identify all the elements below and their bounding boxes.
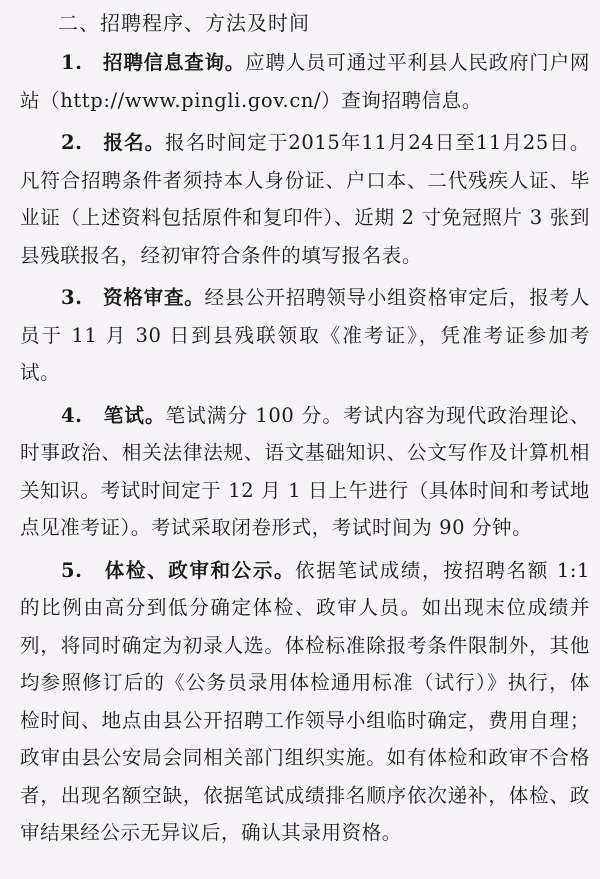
paragraph-body: 应聘人员可通过平利县人民政府门户网站（http://www.pingli.gov.cn/）查询招聘信息。 xyxy=(20,51,591,112)
paragraph-lead: 2. 报名。 xyxy=(61,131,166,154)
paragraph-lead: 1. 招聘信息查询。 xyxy=(61,51,246,74)
paragraph-body: 依据笔试成绩，按招聘名额 1:1 的比例由高分到低分确定体检、政审人员。如出现末位成绩并列，将同时确定为初录人选。体检标准除报考条件限制外，其他均参照修订后的《公务员录用体检通用标准（试行）》执行，体检时间、地点由县公开招聘工作领导小组临时确定，费用自理；政审由县公安局会同相关部门组织实施。如有体检和政审不合格者，出现名额空缺，依据笔试成绩排名顺序依次递补，体检、政审结果经公示无异议后，确认其录用资格。 xyxy=(20,558,590,844)
paragraph-body: 经县公开招聘领导小组资格审定后，报考人员于 11 月 30 日到县残联领取《准考证》，凭准考证参加考试。 xyxy=(20,286,590,384)
paragraph-lead: 4. 笔试。 xyxy=(61,403,166,427)
paragraph-written-exam xyxy=(20,397,590,547)
paragraph-registration xyxy=(20,124,590,274)
paragraph-lead: 3. 资格审查。 xyxy=(61,286,205,309)
paragraph-qualification-review xyxy=(20,279,590,392)
paragraph-body: 报名时间定于2015年11月24日至11月25日。凡符合招聘条件者须持本人身份证、户口本、二代残疾人证、毕业证（上述资料包括原件和复印件）、近期 2 寸免冠照片 3 张到县残联报名，经初审符合条件的填写报名表。 xyxy=(20,131,590,267)
paragraph-medical-political-review xyxy=(20,552,590,852)
paragraph-info-query xyxy=(20,44,590,119)
section-heading: 二、招聘程序、方法及时间 xyxy=(58,11,310,35)
paragraph-body: 笔试满分 100 分。考试内容为现代政治理论、时事政治、相关法律法规、语文基础知识、公文写作及计算机相关知识。考试时间定于 12 月 1 日上午进行（具体时间和考试地点见准考证）。考试采取闭卷形式，考试时间为 90 分钟。 xyxy=(20,403,590,539)
paragraph-lead: 5. 体检、政审和公示。 xyxy=(61,558,296,582)
